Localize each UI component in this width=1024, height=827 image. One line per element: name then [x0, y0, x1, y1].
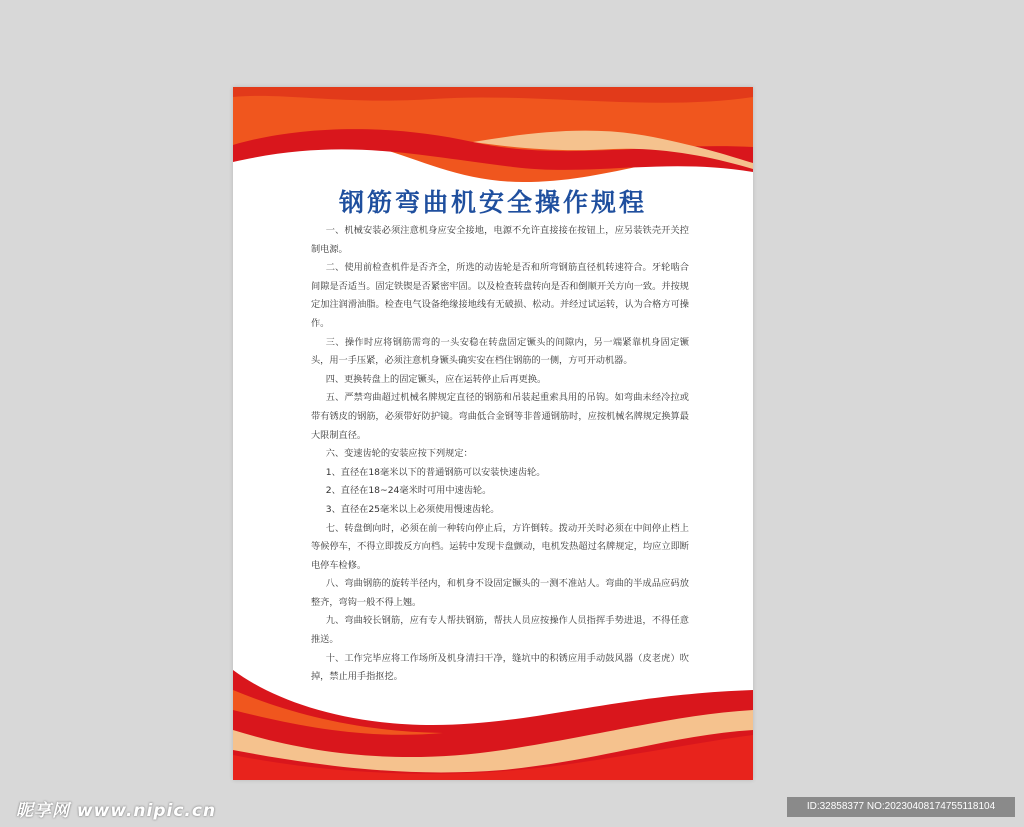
paragraph-10: 十、工作完毕应将工作场所及机身清扫干净，缝坑中的积锈应用手动鼓风器（皮老虎）吹掉，禁止用手指抠挖。 [311, 652, 689, 683]
poster [233, 87, 753, 780]
paragraph-3: 三、操作时应将钢筋需弯的一头安稳在转盘固定镢头的间隙内，另一端紧靠机身固定镢头，用一手压紧，必须注意机身镢头确实安在档住钢筋的一侧，方可开动机器。 [311, 336, 689, 367]
paragraph-5: 五、严禁弯曲超过机械名牌规定直径的钢筋和吊装起重索具用的吊钩。如弯曲未经冷拉或带有锈皮的钢筋，必须带好防护镜。弯曲低合金钢等非普通钢筋时，应按机械名牌规定换算最大限制直径。 [311, 392, 689, 441]
paragraph-6-item-1: 1、直径在18毫米以下的普通钢筋可以安装快速齿轮。 [325, 466, 546, 478]
paragraph-9: 九、弯曲较长钢筋，应有专人帮扶钢筋，帮扶人员应按操作人员指挥手势进退，不得任意推送。 [311, 615, 689, 646]
paragraph-4: 四、更换转盘上的固定镢头，应在运转停止后再更换。 [325, 373, 547, 385]
paragraph-6-item-2: 2、直径在18~24毫米时可用中速齿轮。 [325, 485, 492, 497]
page-title: 钢筋弯曲机安全操作规程 [338, 188, 647, 217]
paragraph-6: 六、变速齿轮的安装应按下列规定： [325, 448, 473, 460]
bottom-wave-decoration [233, 670, 753, 780]
site-watermark: 昵享网 www.nipic.cn [16, 801, 217, 821]
body-text [311, 222, 689, 687]
paragraph-6-item-3: 3、直径在25毫米以上必须使用慢速齿轮。 [325, 503, 500, 515]
paragraph-8: 八、弯曲钢筋的旋转半径内，和机身不设固定镢头的一测不准站人。弯曲的半成品应码放整齐，弯钩一般不得上翘。 [311, 578, 689, 608]
image-id-bar: ID:32858377 NO:20230408174755118104 [787, 797, 1015, 817]
paragraph-7: 七、转盘倒向时，必须在前一种转向停止后，方许倒转。拨动开关时必须在中间停止档上等候停车，不得立即拨反方向档。运转中发现卡盘颤动，电机发热超过名牌规定，均应立即断电停车检修。 [311, 522, 689, 571]
paragraph-1: 一、机械安装必须注意机身应安全接地，电源不允许直接接在按钮上，应另装铁壳开关控制电源。 [311, 225, 689, 255]
paragraph-2: 二、使用前检查机件是否齐全，所选的动齿轮是否和所弯钢筋直径机转速符合。牙轮啮合间隙是否适当。固定铁锲是否紧密牢固。以及检查转盘转向是否和倒顺开关方向一致。并按规定加注润滑油脂。检查电气设备绝缘接地线有无破损、松动。并经过试运转，认为合格方可操作。 [311, 262, 689, 329]
